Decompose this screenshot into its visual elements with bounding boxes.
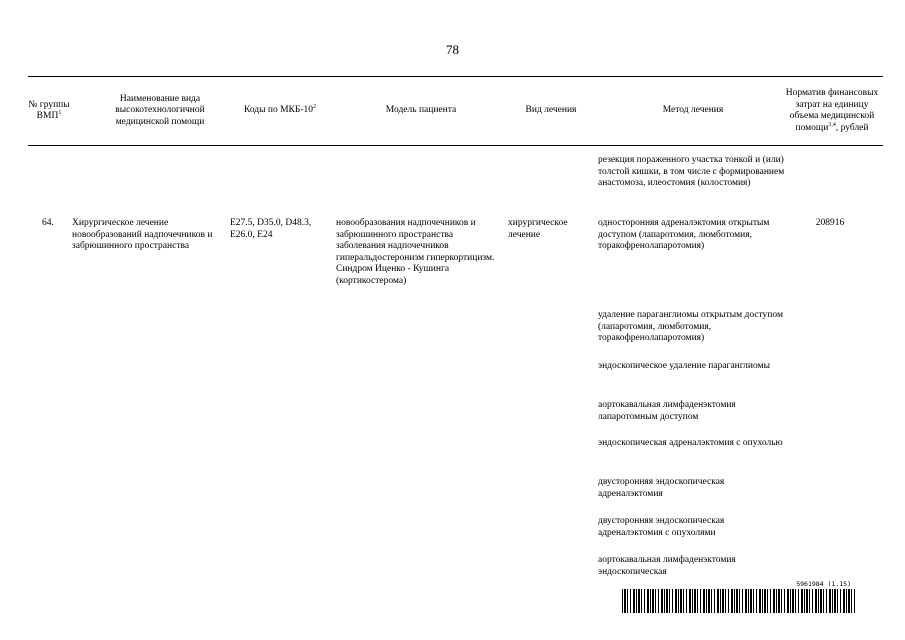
- method-item: аортокавальная лимфаденэктомия эндоскопическая: [598, 555, 736, 577]
- barcode-label: 5961984 (1.15): [796, 580, 851, 588]
- row-number: 64.: [42, 218, 54, 228]
- table-header: [28, 76, 883, 146]
- barcode: [622, 580, 857, 614]
- method-item: двусторонняя эндоскопическая адреналэктомия: [598, 477, 725, 499]
- treatment-type: хирургическое лечение: [508, 218, 568, 240]
- header-care-type: Наименование вида высокотехнологичной медицинской помощи: [115, 93, 205, 127]
- icd-codes: E27.5, D35.0, D48.3, E26.0, E24: [230, 218, 312, 240]
- method-item: аортокавальная лимфаденэктомия лапаротомным доступом: [598, 400, 736, 422]
- header-patient-model: Модель пациента: [385, 105, 457, 116]
- page-number: 78: [446, 42, 459, 57]
- method-item: эндоскопическая адреналэктомия с опухолью: [598, 438, 783, 448]
- continuation-method: резекция пораженного участка тонкой и (или) толстой кишки, в том числе с формированием анастомоза, илеостомия (колостомия): [598, 155, 785, 189]
- header-icd-codes: Коды по МКБ-$10^2$: [243, 104, 317, 116]
- header-treatment-method: Метод лечения: [662, 105, 724, 116]
- method-item: удаление параганглиомы открытым доступом (лапаротомия, люмботомия, торакофренолапаротомия): [598, 310, 783, 344]
- patient-model: новообразования надпочечников и забрюшинного пространства заболевания надпочечников гиперальдостеронизм гиперкортицизм. Синдром Иценко - Кушинга (кортикостерома): [336, 218, 495, 286]
- barcode-icon: [622, 589, 857, 613]
- header-cost-norm: Норматив финансовых затрат на единицу объема медицинской помощи$^{3,4}$, рублей: [785, 88, 879, 133]
- header-group-number: № группы ВМП$^1$: [28, 99, 70, 121]
- method-item: эндоскопическое удаление параганглиомы: [598, 361, 770, 371]
- cost-norm: 208916: [815, 218, 845, 228]
- method-item: двусторонняя эндоскопическая адреналэктомия с опухолями: [598, 516, 725, 538]
- method-item: односторонняя адреналэктомия открытым доступом (лапаротомия, люмботомия, торакофренолапаротомия): [598, 218, 770, 252]
- care-type-name: Хирургическое лечение новообразований надпочечников и забрюшинного пространства: [72, 218, 213, 252]
- header-treatment-type: Вид лечения: [525, 105, 577, 116]
